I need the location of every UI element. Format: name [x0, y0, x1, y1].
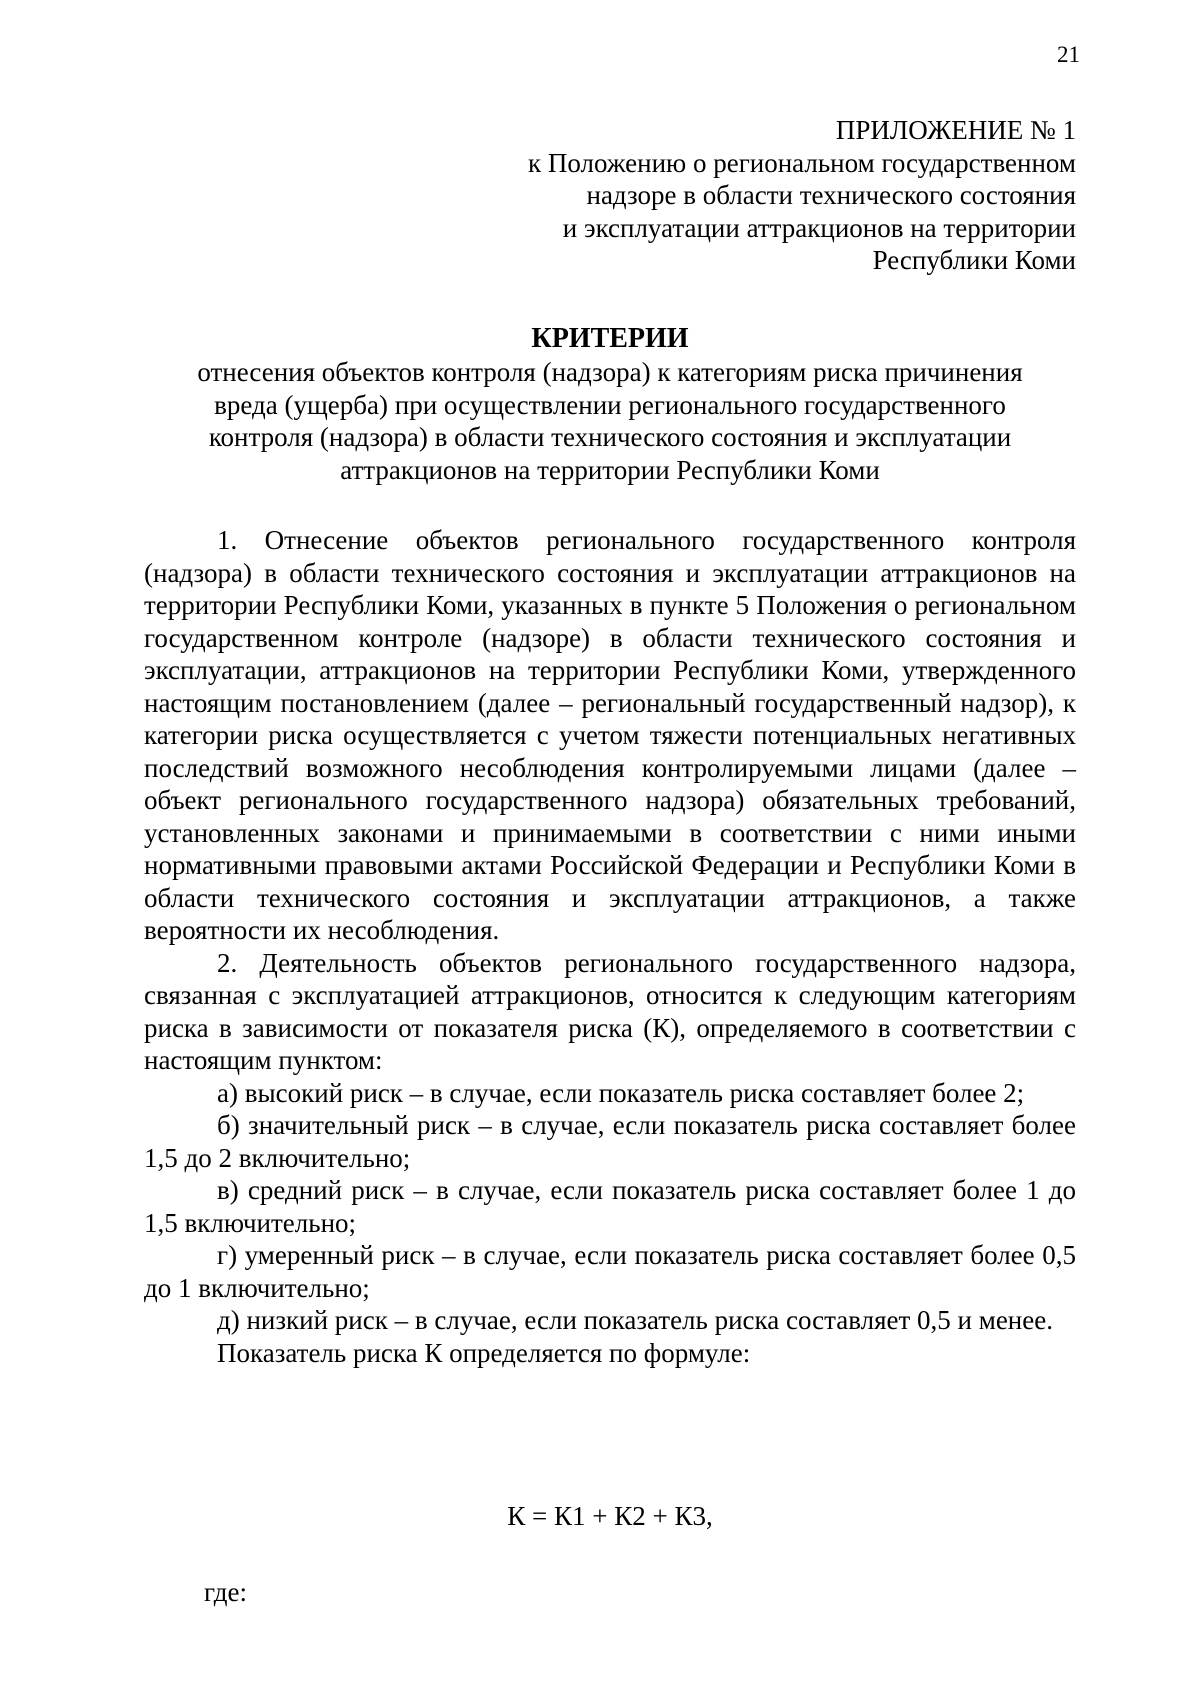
- appendix-header: [376, 114, 1076, 277]
- document-title-block: [144, 322, 1076, 486]
- document-title: КРИТЕРИИ: [531, 323, 689, 354]
- appendix-line: и эксплуатации аттракционов на территории: [562, 212, 1076, 243]
- paragraph-1: 1. Отнесение объектов регионального государственного контроля (надзора) в области технического состояния и эксплуатации аттракционов на территории Республики Коми, указанных в пункте 5 Положения о региональном государственном контроле (надзоре) в области технического состояния и эксплуатации, аттракционов на территории Республики Коми, утвержденного настоящим постановлением (далее – региональный государственный надзор), к категории риска осуществляется с учетом тяжести потенциальных негативных последствий возможного несоблюдения контролируемыми лицами (далее – объект регионального государственного надзора) обязательных требований, установленных законами и принимаемыми в соответствии с ними иными нормативными правовыми актами Российской Федерации и Республики Коми в области технического состояния и эксплуатации аттракционов, а также вероятности их несоблюдения.: [144, 525, 1076, 945]
- appendix-line: Республики Коми: [872, 245, 1076, 275]
- document-subtitle: [144, 356, 1076, 486]
- subtitle-line: контроля (надзора) в области технического состояния и эксплуатации: [208, 422, 1012, 452]
- risk-item-b: б) значительный риск – в случае, если показатель риска составляет более 1,5 до 2 включительно;: [144, 1110, 1076, 1173]
- risk-item-c: в) средний риск – в случае, если показатель риска составляет более 1 до 1,5 включительно;: [144, 1175, 1076, 1238]
- appendix-line: надзоре в области технического состояния: [586, 180, 1076, 210]
- subtitle-line: отнесения объектов контроля (надзора) к категориям риска причинения: [197, 357, 1023, 387]
- appendix-line: к Положению о региональном государственном: [528, 147, 1076, 178]
- subtitle-line: вреда (ущерба) при осуществлении регионального государственного: [214, 389, 1006, 420]
- risk-item-e: д) низкий риск – в случае, если показатель риска составляет 0,5 и менее.: [217, 1305, 1053, 1335]
- formula-intro: Показатель риска К определяется по формуле:: [217, 1337, 751, 1368]
- risk-formula: К = К1 + К2 + К3,: [507, 1501, 713, 1531]
- risk-item-a: а) высокий риск – в случае, если показатель риска составляет более 2;: [217, 1077, 1025, 1108]
- where-label: где:: [204, 1577, 247, 1607]
- document-body: [144, 524, 1076, 1369]
- page-number: 21: [1057, 42, 1080, 67]
- appendix-title: ПРИЛОЖЕНИЕ № 1: [835, 115, 1076, 145]
- paragraph-2: 2. Деятельность объектов регионального государственного надзора, связанная с эксплуатацией аттракционов, относится к следующим категориям риска в зависимости от показателя риска (К), определяемого в соответствии с настоящим пунктом:: [144, 947, 1076, 1075]
- risk-item-d: г) умеренный риск – в случае, если показатель риска составляет более 0,5 до 1 включительно;: [144, 1240, 1076, 1303]
- subtitle-line: аттракционов на территории Республики Коми: [340, 454, 880, 485]
